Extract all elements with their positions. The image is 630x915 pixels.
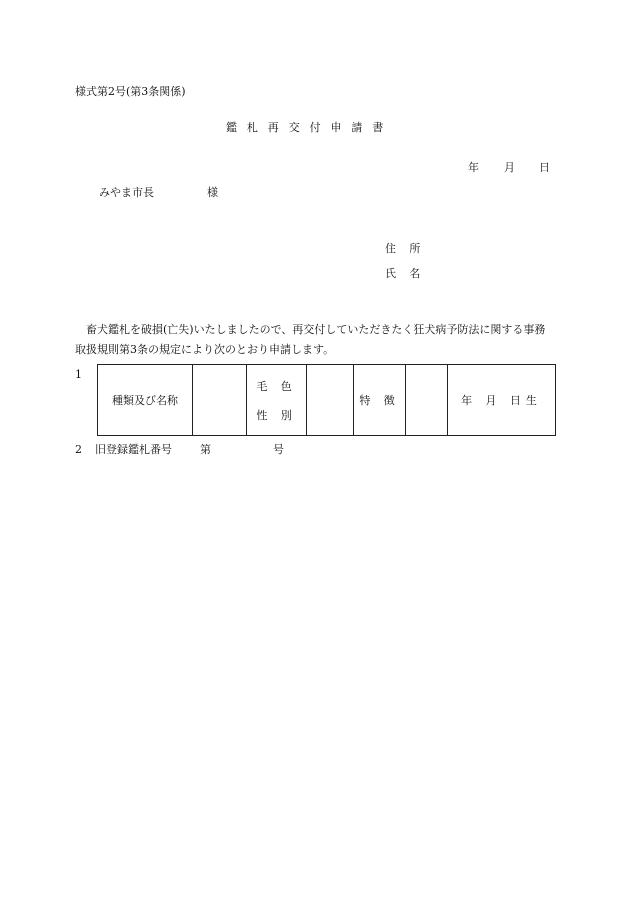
addressee-honorific: 様 <box>207 186 218 199</box>
name-label: 氏 名 <box>385 267 426 280</box>
old-tag-number-suffix: 号 <box>273 443 284 456</box>
kind-name-label: 種類及び名称 <box>98 365 193 436</box>
birth-date-label: 年 月 日生 <box>448 365 556 436</box>
item-2-number: 2 <box>75 443 82 456</box>
kind-name-value <box>193 365 247 436</box>
sex-label: 性 別 <box>256 408 297 422</box>
addressee-name: みやま市長 <box>99 186 154 199</box>
application-body-text: 畜犬鑑札を破損(亡失)いたしましたので、再交付していただきたく狂犬病予防法に関する事務取扱規則第3条の規定により次のとおり申請します。 <box>75 323 546 356</box>
features-label: 特 徴 <box>354 365 406 436</box>
item-1-number: 1 <box>75 368 82 381</box>
old-tag-number-label: 旧登録鑑札番号 <box>95 443 172 456</box>
features-value <box>406 365 448 436</box>
document-title: 鑑札再交付申請書 <box>226 121 394 134</box>
old-tag-number-prefix: 第 <box>200 443 211 456</box>
date-day: 日 <box>539 161 550 174</box>
coat-color-label: 毛 色 <box>256 379 297 393</box>
coat-sex-value <box>307 365 354 436</box>
address-label: 住 所 <box>385 242 426 255</box>
dog-info-table <box>97 364 556 436</box>
date-year: 年 <box>468 161 479 174</box>
date-month: 月 <box>504 161 515 174</box>
form-label: 様式第2号(第3条関係) <box>75 85 186 98</box>
coat-sex-label-cell <box>247 365 307 436</box>
